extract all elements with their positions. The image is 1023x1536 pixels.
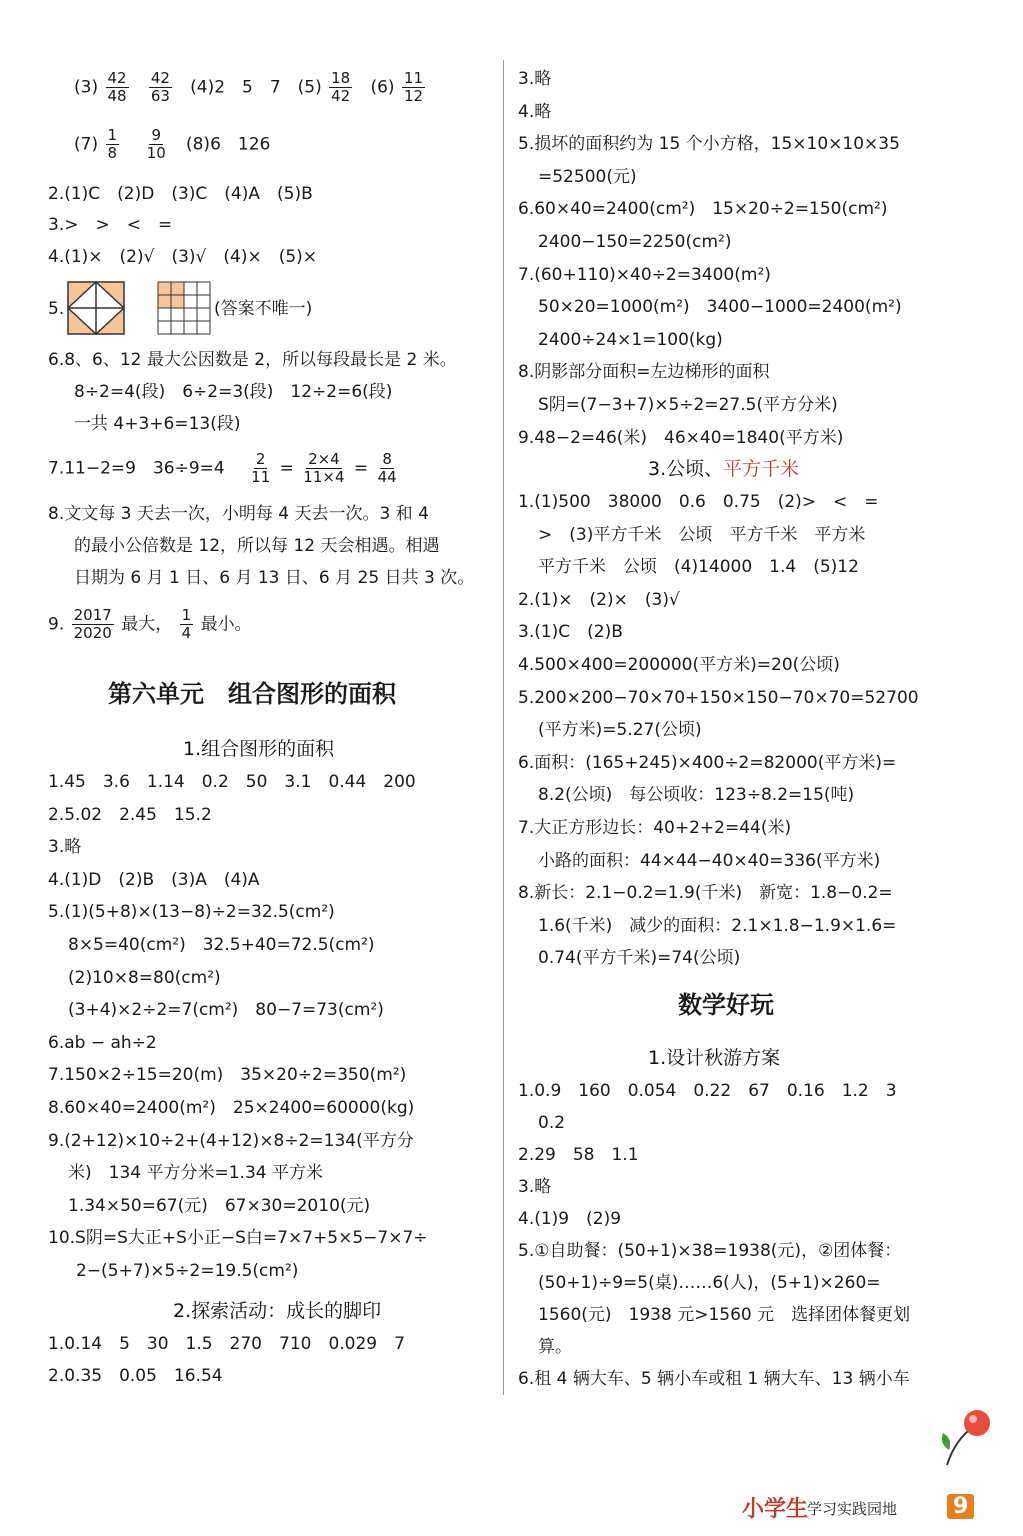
answer-line: (平方米)=5.27(公顷) [538, 720, 702, 741]
fraction: $\frac{18}{42}$ [331, 69, 351, 105]
answer-line: 2400÷24×1=100(kg) [538, 329, 723, 350]
grid-figure [156, 280, 214, 336]
text: 9. [48, 614, 65, 635]
answer-line: 0.2 [538, 1113, 566, 1133]
answer-line: 1.34×50=67(元) 67×30=2010(元) [68, 1195, 371, 1216]
section-title [648, 454, 799, 481]
answer-line: 7.150×2÷15=20(m) 35×20÷2=350(m²) [48, 1065, 407, 1086]
answer-line: 8÷2=4(段) 6÷2=3(段) 12÷2=6(段) [74, 382, 393, 402]
answer-line: 7.大正方形边长：40+2+2=44(米) [518, 818, 792, 838]
page-number: 9 [947, 1494, 974, 1519]
column-divider [503, 60, 504, 1395]
answer-line: > (3)平方千米 公顷 平方千米 平方米 [538, 524, 866, 545]
answer-line: (2)10×8=80(cm²) [68, 967, 221, 988]
answer-line: 5.①自助餐：(50+1)×38=1938(元)，②团体餐： [518, 1241, 902, 1261]
text: 平方千米 [723, 458, 800, 480]
answer-line: 8×5=40(cm²) 32.5+40=72.5(cm²) [68, 935, 375, 955]
answer-note: (答案不唯一) [214, 299, 313, 319]
unit-title: 数学好玩 [678, 991, 774, 1019]
fraction: $\frac{2017}{2020}$ [73, 606, 112, 642]
fraction: $\frac{2}{11}$ [251, 450, 271, 486]
footer-subtitle: 学习实践园地 [807, 1500, 898, 1518]
answer-line: 1.0.14 5 30 1.5 270 710 0.029 7 [48, 1334, 405, 1354]
answer-line: 日期为 6 月 1 日、6 月 13 日、6 月 25 日共 3 次。 [74, 568, 475, 588]
answer-line [74, 70, 427, 105]
text: (8)6 126 [185, 134, 271, 155]
answer-line: S阴=(7−3+7)×5÷2=27.5(平方分米) [538, 395, 838, 415]
answer-line: 1.(1)500 38000 0.6 0.75 (2)> < = [518, 492, 879, 512]
answer-line: 3.(1)C (2)B [518, 622, 623, 643]
flower-decoration-icon [935, 1405, 995, 1485]
answer-line: 4.(1)D (2)B (3)A (4)A [48, 869, 260, 890]
text: (6) [370, 77, 395, 98]
answer-line: 50×20=1000(m²) 3400−1000=2400(m²) [538, 297, 902, 318]
answer-line: =52500(元) [538, 166, 637, 187]
answer-number: 5. [48, 299, 65, 319]
footer [742, 1492, 982, 1526]
answer-line: 6.60×40=2400(cm²) 15×20÷2=150(cm²) [518, 199, 888, 220]
answer-line [48, 607, 252, 642]
answer-line: 2400−150=2250(cm²) [538, 232, 732, 252]
answer-line: 2.5.02 2.45 15.2 [48, 804, 212, 825]
answer-line: 4.500×400=200000(平方米)=20(公顷) [518, 655, 840, 675]
answer-line: 9.48−2=46(米) 46×40=1840(平方米) [518, 427, 844, 448]
answer-line: 4.略 [518, 101, 552, 122]
answer-line: 2.0.35 0.05 16.54 [48, 1366, 223, 1386]
answer-line [74, 127, 270, 162]
answer-line: 2.(1)× (2)× (3)√ [518, 589, 680, 610]
answer-line: 小路的面积：44×44−40×40=336(平方米) [538, 850, 881, 871]
answer-line: 的最小公倍数是 12，所以每 12 天会相遇。相遇 [74, 536, 440, 556]
section-title: 1.设计秋游方案 [648, 1047, 781, 1069]
answer-line: 3.略 [518, 1177, 552, 1197]
section-title: 1.组合图形的面积 [183, 738, 335, 760]
answer-line: 8.新长：2.1−0.2=1.9(千米) 新宽：1.8−0.2= [518, 883, 893, 904]
answer-line: 6.租 4 辆大车、5 辆小车或租 1 辆大车、13 辆小车 [518, 1369, 910, 1389]
text: 7.11−2=9 36÷9=4 [48, 458, 242, 479]
fraction: $\frac{2\times 4}{11\times 4}$ [303, 450, 345, 486]
answer-line: 3.略 [48, 837, 82, 858]
fraction: $\frac{11}{12}$ [403, 69, 424, 105]
answer-line: 8.文文每 3 天去一次，小明每 4 天去一次。3 和 4 [48, 504, 429, 524]
answer-line: 一共 4+3+6=13(段) [74, 414, 241, 434]
answer-line: 1.0.9 160 0.054 0.22 67 0.16 1.2 3 [518, 1081, 897, 1101]
answer-line: 米) 134 平方分米=1.34 平方米 [68, 1163, 323, 1184]
answer-line: 1.6(千米) 减少的面积：2.1×1.8−1.9×1.6= [538, 915, 897, 936]
answer-line: 8.阴影部分面积=左边梯形的面积 [518, 362, 770, 383]
answer-line: 6.8、6、12 最大公因数是 2，所以每段最长是 2 米。 [48, 350, 457, 370]
answer-line: (50+1)÷9=5(桌)……6(人)，(5+1)×260= [538, 1273, 881, 1293]
fraction: $\frac{8}{44}$ [377, 450, 397, 486]
text: 最大， [121, 614, 173, 635]
answer-line: 1560(元) 1938 元>1560 元 选择团体餐更划 [538, 1305, 911, 1325]
answer-line: 9.(2+12)×10÷2+(4+12)×8÷2=134(平方分 [48, 1130, 414, 1151]
footer-brand: 小学生 [742, 1497, 809, 1522]
answer-line: 2.(1)C (2)D (3)C (4)A (5)B [48, 184, 313, 204]
answer-line: 4.(1)× (2)√ (3)√ (4)× (5)× [48, 247, 318, 267]
fraction: $\frac{42}{63}$ [150, 69, 170, 105]
text: 3.公顷、 [648, 458, 724, 480]
fraction: $\frac{9}{10}$ [146, 126, 166, 162]
text: = [279, 458, 294, 479]
answer-line: 5.(1)(5+8)×(13−8)÷2=32.5(cm²) [48, 902, 335, 923]
square-division-figure [66, 280, 128, 336]
section-title: 2.探索活动：成长的脚印 [173, 1300, 382, 1322]
answer-line: 10.S阴=S大正+S小正−S白=7×7+5×5−7×7÷ [48, 1228, 428, 1249]
answer-line: 1.45 3.6 1.14 0.2 50 3.1 0.44 200 [48, 772, 416, 792]
answer-line: (3+4)×2÷2=7(cm²) 80−7=73(cm²) [68, 1000, 384, 1021]
answer-line: 0.74(平方千米)=74(公顷) [538, 948, 741, 969]
answer-line: 2−(5+7)×5÷2=19.5(cm²) [76, 1261, 299, 1281]
answer-line: 平方千米 公顷 (4)14000 1.4 (5)12 [538, 557, 859, 578]
text: = [353, 458, 369, 479]
answer-line: 8.60×40=2400(m²) 25×2400=60000(kg) [48, 1098, 415, 1118]
fraction: $\frac{1}{8}$ [107, 126, 118, 162]
text: (4)2 5 7 (5) [190, 77, 322, 98]
answer-line: 3.略 [518, 69, 552, 89]
answer-line [48, 451, 401, 486]
fraction: $\frac{1}{4}$ [181, 606, 192, 642]
answer-line: 2.29 58 1.1 [518, 1145, 639, 1165]
answer-line: 6.面积：(165+245)×400÷2=82000(平方米)= [518, 752, 897, 773]
answer-line: 8.2(公顷) 每公顷收：123÷8.2=15(吨) [538, 785, 855, 806]
answer-line: 5.损坏的面积约为 15 个小方格，15×10×10×35 [518, 134, 900, 155]
answer-line: 3.> > < = [48, 215, 173, 235]
answer-line: 6.ab − ah÷2 [48, 1032, 157, 1053]
text: 最小。 [200, 614, 252, 635]
fraction: $\frac{42}{48}$ [107, 69, 127, 105]
answer-line: 7.(60+110)×40÷2=3400(m²) [518, 264, 771, 285]
unit-title: 第六单元 组合图形的面积 [108, 680, 396, 708]
answer-line: 5.200×200−70×70+150×150−70×70=52700 [518, 687, 919, 708]
text: (7) [74, 134, 99, 155]
answer-line: 算。 [538, 1337, 572, 1357]
text: (3) [74, 77, 99, 98]
answer-line: 4.(1)9 (2)9 [518, 1209, 622, 1229]
